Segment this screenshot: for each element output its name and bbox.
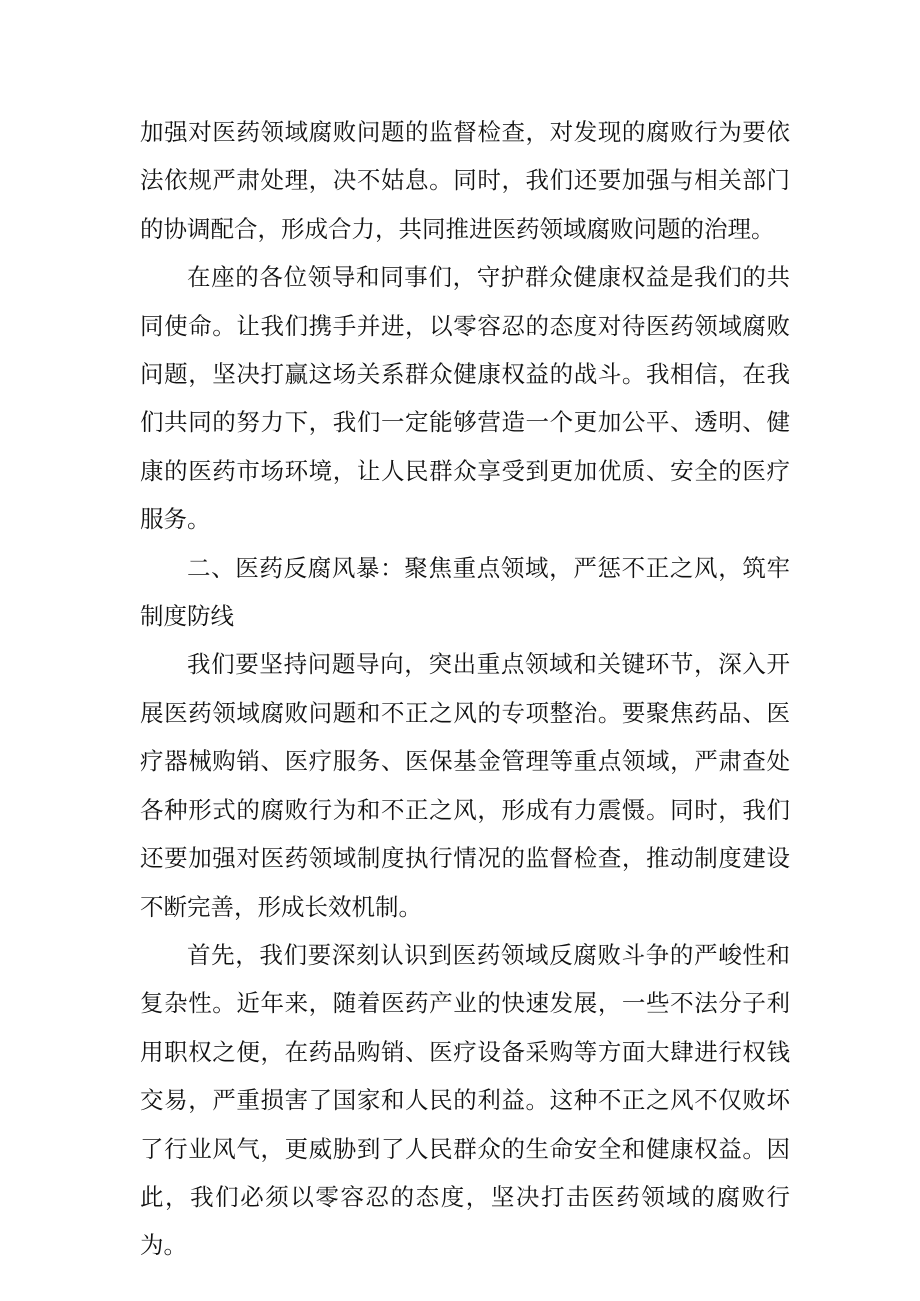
paragraph-first-point: 首先，我们要深刻认识到医药领域反腐败斗争的严峻性和复杂性。近年来，随着医药产业的快速发展，一些不法分子利用职权之便，在药品购销、医疗设备采购等方面大肆进行权钱交易，严重损害了国家和人民的利益。这种不正之风不仅败坏了行业风气，更威胁到了人民群众的生命安全和健康权益。因此，我们必须以零容忍的态度，坚决打击医药领域的腐败行为。	[140, 940, 790, 1260]
section-heading: 二、医药反腐风暴：聚焦重点领域，严惩不正之风，筑牢制度防线	[140, 553, 790, 631]
paragraph-closing-appeal: 在座的各位领导和同事们，守护群众健康权益是我们的共同使命。让我们携手并进，以零容忍的态度对待医药领域腐败问题，坚决打赢这场关系群众健康权益的战斗。我相信，在我们共同的努力下，我们一定能够营造一个更加公平、透明、健康的医药市场环境，让人民群众享受到更加优质、安全的医疗服务。	[140, 263, 790, 534]
paragraph-continuation: 加强对医药领域腐败问题的监督检查，对发现的腐败行为要依法依规严肃处理，决不姑息。同时，我们还要加强与相关部门的协调配合，形成合力，共同推进医药领域腐败问题的治理。	[140, 118, 790, 243]
paragraph-problem-oriented: 我们要坚持问题导向，突出重点领域和关键环节，深入开展医药领域腐败问题和不正之风的专项整治。要聚焦药品、医疗器械购销、医疗服务、医保基金管理等重点领域，严肃查处各种形式的腐败行为和不正之风，形成有力震慑。同时，我们还要加强对医药领域制度执行情况的监督检查，推动制度建设不断完善，形成长效机制。	[140, 650, 790, 921]
document-page	[140, 108, 790, 1270]
